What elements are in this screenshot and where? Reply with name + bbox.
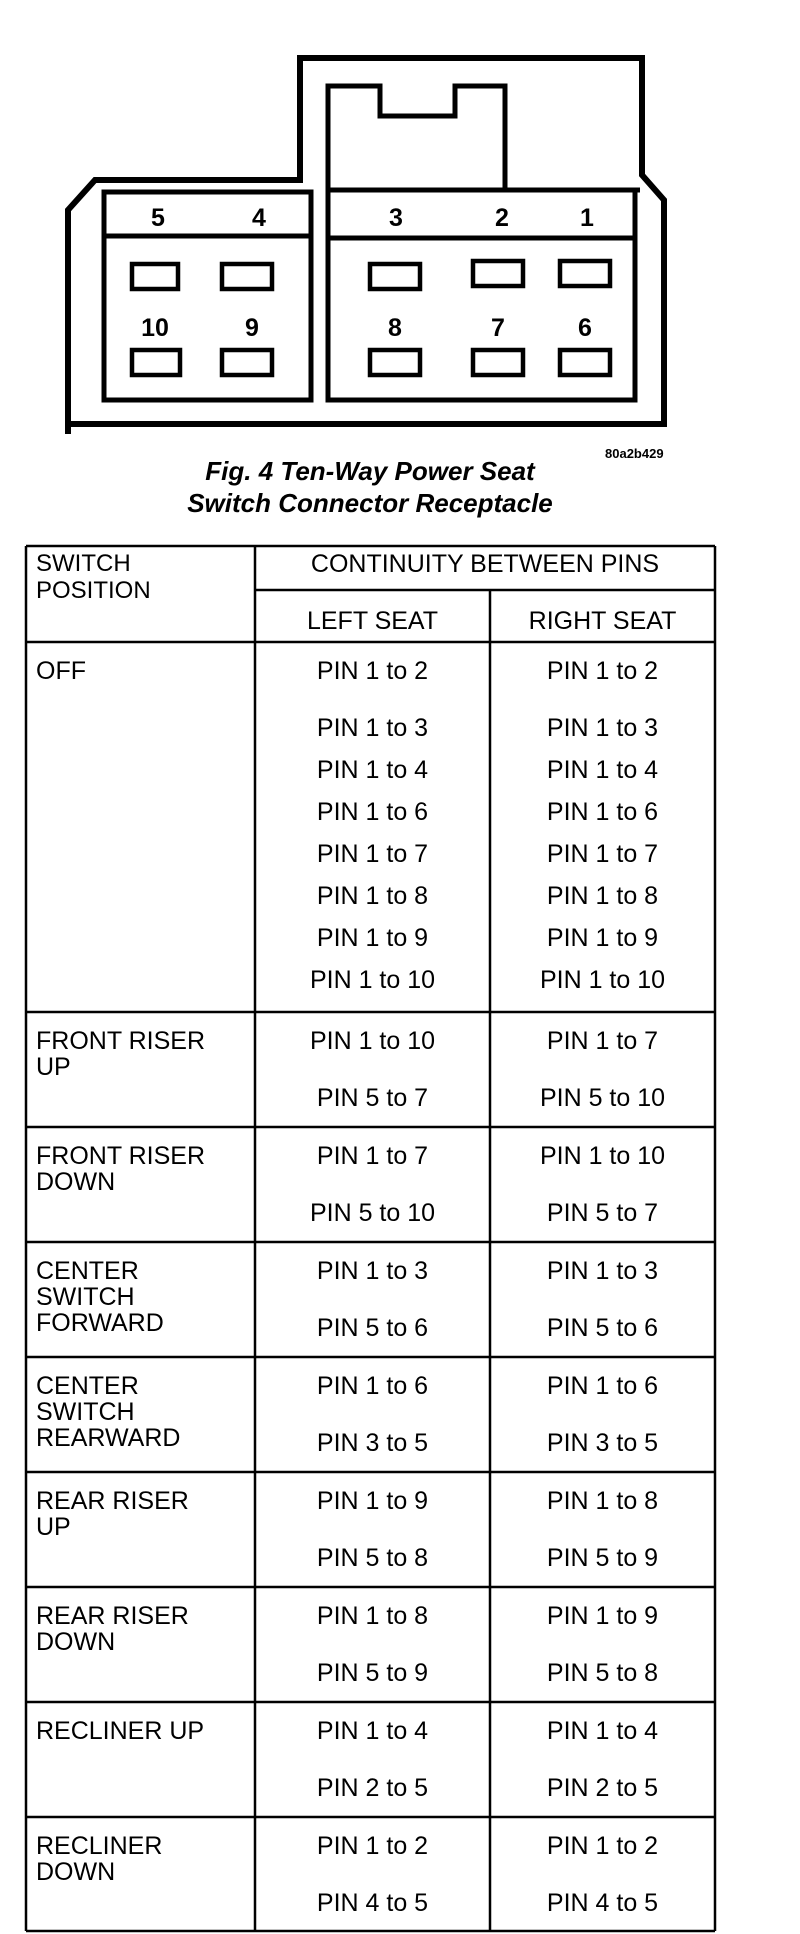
- switch-position-label: [36, 1258, 164, 1336]
- left-seat-pins: PIN 1 to 10: [309, 966, 436, 994]
- switch-position-label-line: RECLINER UP: [36, 1717, 205, 1745]
- pin-number-9: 9: [245, 314, 259, 342]
- left-seat-pins: PIN 1 to 4: [316, 1717, 429, 1745]
- switch-position-label: [36, 1603, 189, 1655]
- pin-number-7: 7: [491, 314, 505, 342]
- switch-position-label-line: OFF: [36, 657, 86, 685]
- switch-position-label-line: RECLINER: [36, 1832, 163, 1860]
- right-seat-pins: PIN 4 to 5: [546, 1889, 659, 1917]
- right-seat-pins: PIN 5 to 8: [546, 1659, 659, 1687]
- figure-code: 80a2b429: [605, 446, 664, 461]
- right-seat-pins: PIN 1 to 6: [546, 1372, 659, 1400]
- switch-position-label-line: REAR RISER: [36, 1602, 189, 1630]
- right-seat-pins: PIN 1 to 4: [546, 1717, 659, 1745]
- right-seat-pins: PIN 1 to 2: [546, 657, 659, 685]
- left-seat-pins: PIN 3 to 5: [316, 1429, 429, 1457]
- left-seat-pins: PIN 1 to 8: [316, 882, 429, 910]
- left-seat-pins: PIN 1 to 9: [316, 924, 429, 952]
- right-seat-pins: PIN 1 to 7: [546, 840, 659, 868]
- header-continuity: CONTINUITY BETWEEN PINS: [310, 550, 660, 578]
- header-right-seat: RIGHT SEAT: [528, 607, 677, 635]
- right-seat-pins: PIN 1 to 3: [546, 714, 659, 742]
- right-seat-pins: PIN 5 to 6: [546, 1314, 659, 1342]
- figure-caption-line2: Switch Connector Receptacle: [187, 488, 553, 518]
- right-seat-pins: PIN 1 to 9: [546, 1602, 659, 1630]
- right-seat-pins: PIN 1 to 8: [546, 1487, 659, 1515]
- switch-position-label-line: UP: [36, 1513, 71, 1541]
- left-seat-pins: PIN 1 to 2: [316, 1832, 429, 1860]
- right-seat-pins: PIN 5 to 9: [546, 1544, 659, 1572]
- switch-position-label-line: REARWARD: [36, 1424, 181, 1452]
- left-seat-pins: PIN 1 to 6: [316, 1372, 429, 1400]
- right-seat-pins: PIN 1 to 6: [546, 798, 659, 826]
- switch-position-label-line: DOWN: [36, 1858, 116, 1886]
- left-seat-pins: PIN 5 to 6: [316, 1314, 429, 1342]
- left-seat-pins: PIN 5 to 8: [316, 1544, 429, 1572]
- switch-position-label: [36, 1488, 189, 1540]
- switch-position-label-line: FRONT RISER: [36, 1142, 205, 1170]
- switch-position-label-line: UP: [36, 1053, 71, 1081]
- pin-number-1: 1: [580, 204, 594, 232]
- figure-caption-line1: Fig. 4 Ten-Way Power Seat: [205, 456, 535, 486]
- switch-position-label-line: CENTER: [36, 1257, 139, 1285]
- switch-position-label-line: DOWN: [36, 1168, 116, 1196]
- pin-number-3: 3: [389, 204, 403, 232]
- switch-position-label: [36, 658, 86, 684]
- switch-position-label-line: SWITCH: [36, 1283, 135, 1311]
- switch-position-label-line: REAR RISER: [36, 1487, 189, 1515]
- left-seat-pins: PIN 1 to 8: [316, 1602, 429, 1630]
- header-left-seat: LEFT SEAT: [306, 607, 439, 635]
- switch-position-label-line: CENTER: [36, 1372, 139, 1400]
- right-seat-pins: PIN 1 to 2: [546, 1832, 659, 1860]
- pin-number-6: 6: [578, 314, 592, 342]
- left-seat-pins: PIN 5 to 9: [316, 1659, 429, 1687]
- left-seat-pins: PIN 5 to 7: [316, 1084, 429, 1112]
- left-seat-pins: PIN 1 to 7: [316, 1142, 429, 1170]
- pin-number-5: 5: [151, 204, 165, 232]
- right-seat-pins: PIN 1 to 3: [546, 1257, 659, 1285]
- pin-number-2: 2: [495, 204, 509, 232]
- header-switch-position: SWITCH POSITION: [36, 550, 151, 604]
- right-seat-pins: PIN 5 to 7: [546, 1199, 659, 1227]
- right-seat-pins: PIN 3 to 5: [546, 1429, 659, 1457]
- right-seat-pins: PIN 1 to 10: [539, 1142, 666, 1170]
- right-seat-pins: PIN 1 to 4: [546, 756, 659, 784]
- switch-position-label: [36, 1143, 205, 1195]
- switch-position-label: [36, 1028, 205, 1080]
- right-seat-pins: PIN 1 to 9: [546, 924, 659, 952]
- pin-number-4: 4: [252, 204, 266, 232]
- left-seat-pins: PIN 2 to 5: [316, 1774, 429, 1802]
- switch-position-label-line: FORWARD: [36, 1309, 164, 1337]
- left-seat-pins: PIN 1 to 7: [316, 840, 429, 868]
- right-seat-pins: PIN 1 to 7: [546, 1027, 659, 1055]
- pin-number-10: 10: [141, 314, 169, 342]
- left-seat-pins: PIN 4 to 5: [316, 1889, 429, 1917]
- switch-position-label: [36, 1718, 204, 1744]
- left-seat-pins: PIN 1 to 9: [316, 1487, 429, 1515]
- switch-position-label-line: SWITCH: [36, 1398, 135, 1426]
- left-seat-pins: PIN 1 to 3: [316, 714, 429, 742]
- right-seat-pins: PIN 1 to 10: [539, 966, 666, 994]
- pin-number-8: 8: [388, 314, 402, 342]
- left-seat-pins: PIN 1 to 6: [316, 798, 429, 826]
- right-seat-pins: PIN 5 to 10: [539, 1084, 666, 1112]
- switch-position-label-line: FRONT RISER: [36, 1027, 205, 1055]
- left-seat-pins: PIN 1 to 10: [309, 1027, 436, 1055]
- switch-position-label-line: DOWN: [36, 1628, 116, 1656]
- left-seat-pins: PIN 1 to 4: [316, 756, 429, 784]
- right-seat-pins: PIN 1 to 8: [546, 882, 659, 910]
- switch-position-label: [36, 1833, 162, 1885]
- left-seat-pins: PIN 1 to 3: [316, 1257, 429, 1285]
- left-seat-pins: PIN 5 to 10: [309, 1199, 436, 1227]
- right-seat-pins: PIN 2 to 5: [546, 1774, 659, 1802]
- left-seat-pins: PIN 1 to 2: [316, 657, 429, 685]
- switch-position-label: [36, 1373, 180, 1451]
